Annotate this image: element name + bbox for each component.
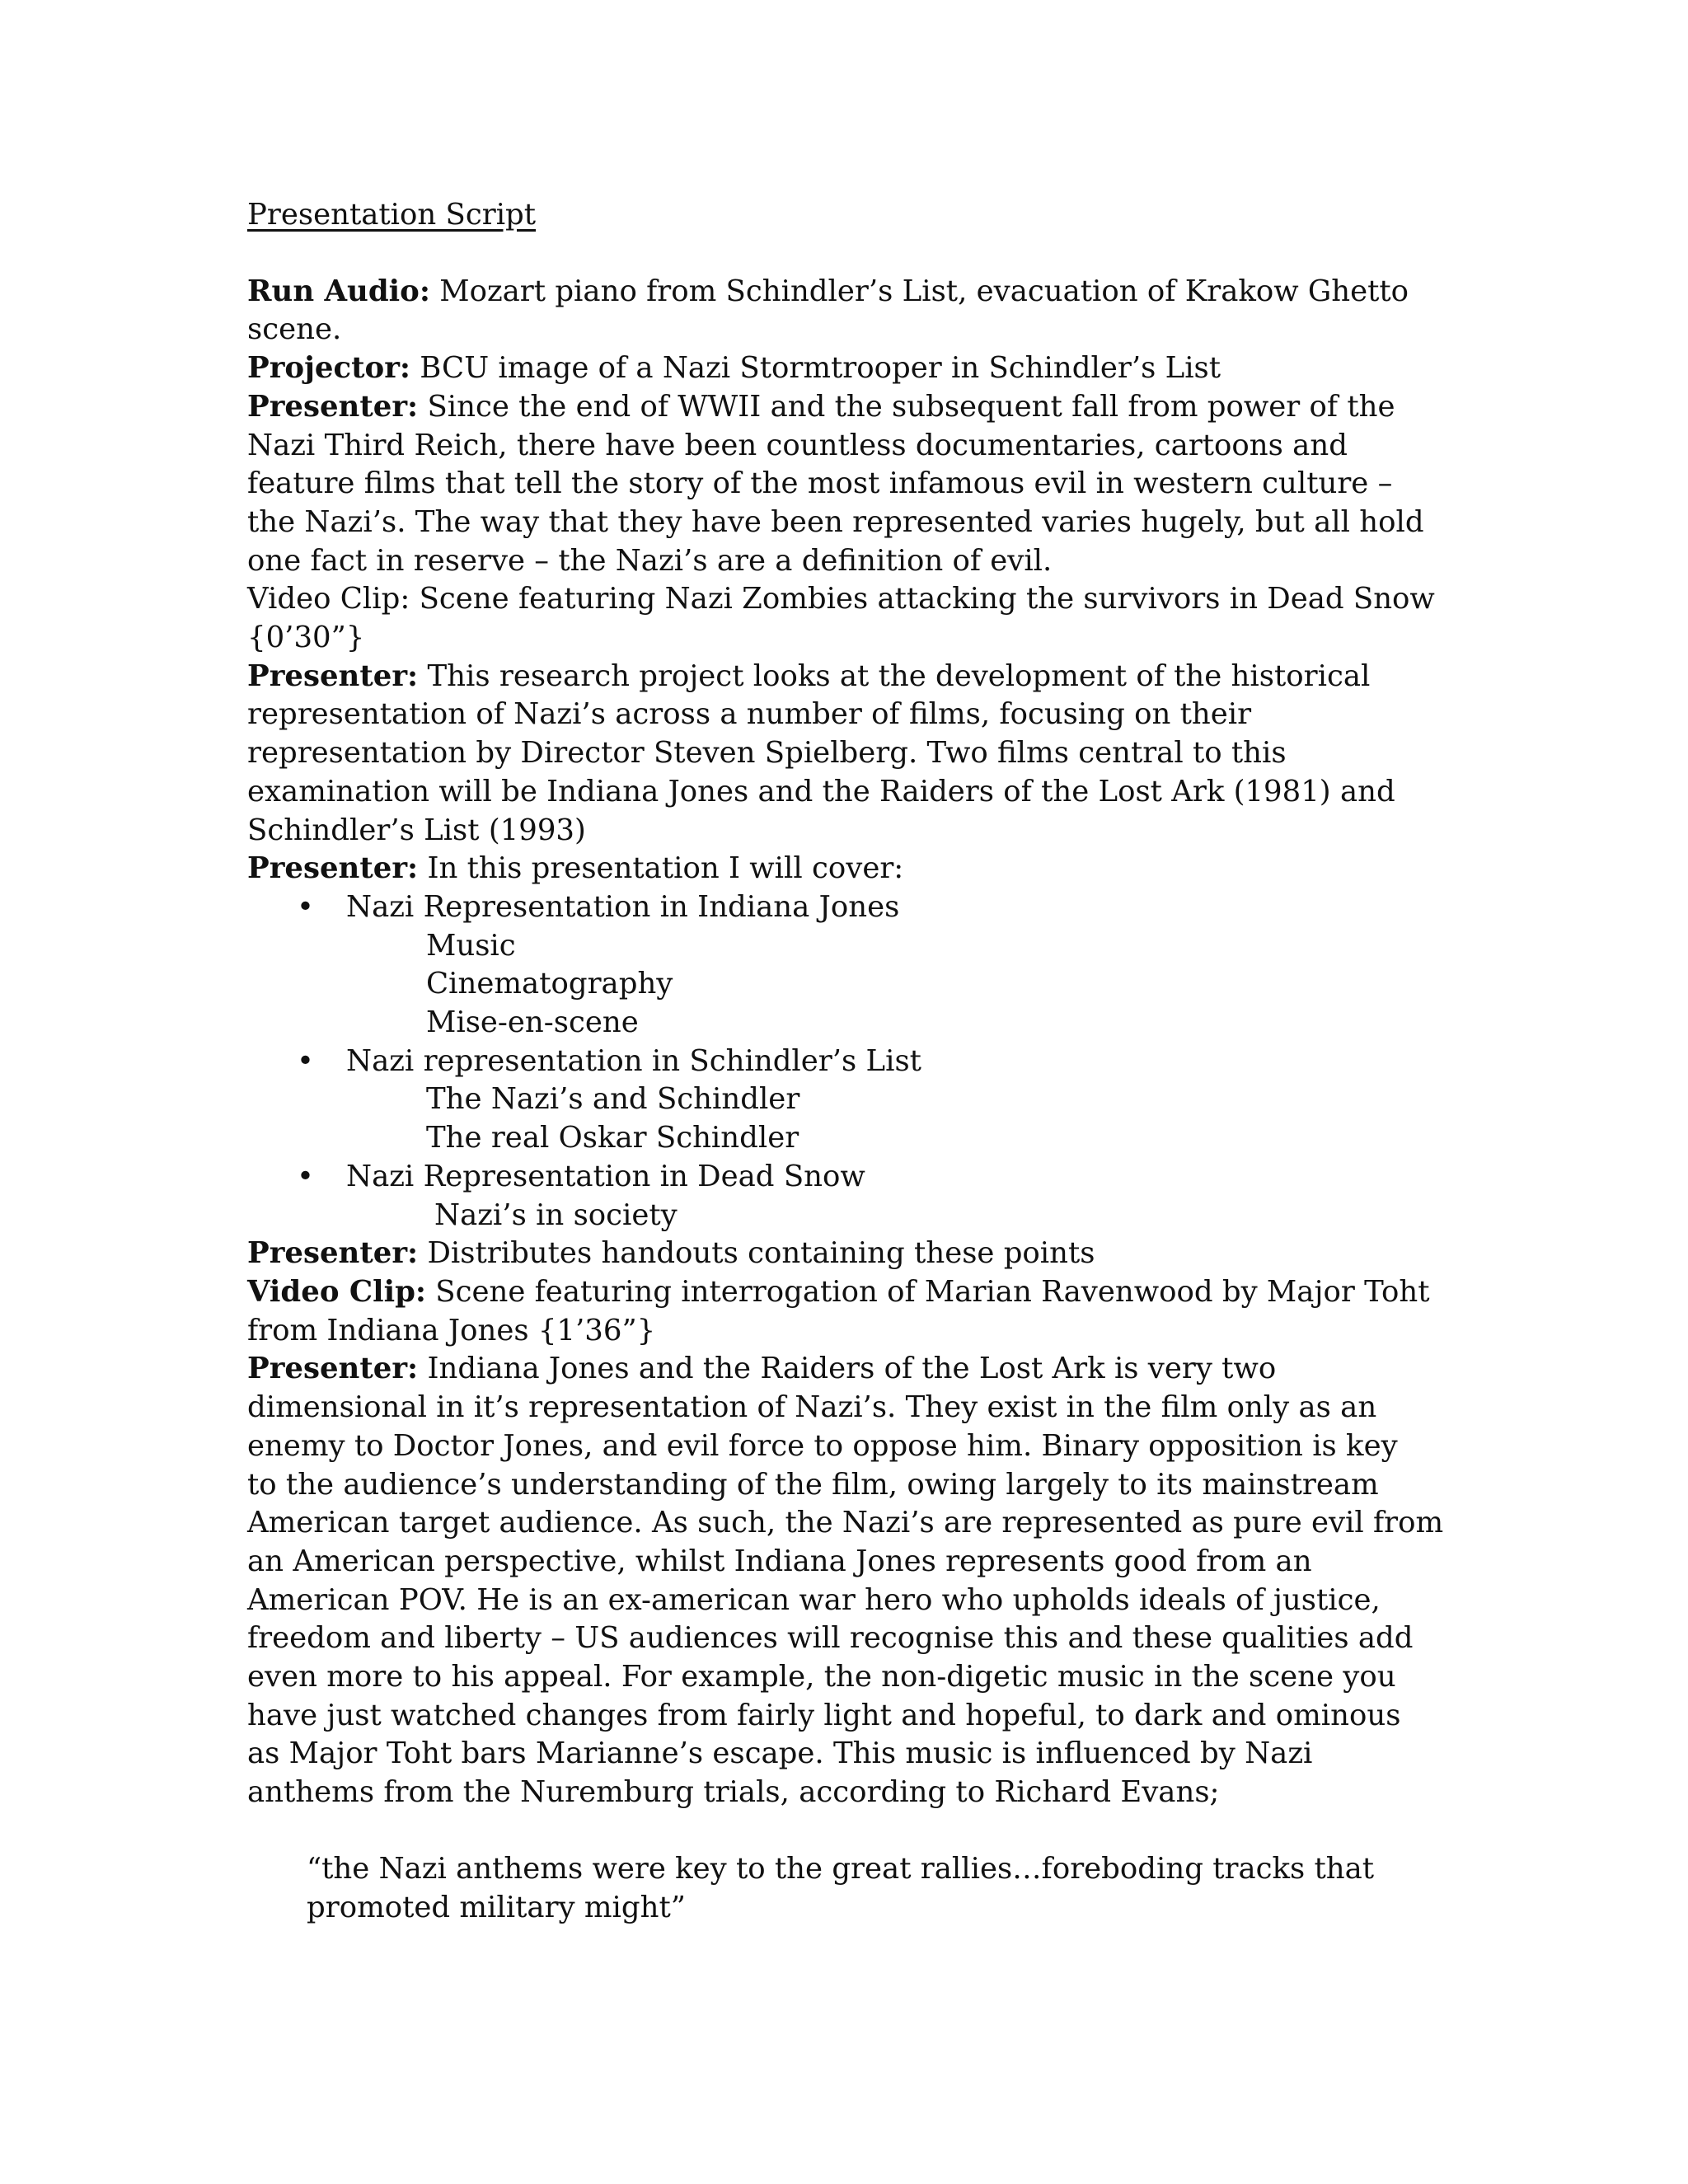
script-block (247, 1350, 1444, 1811)
script-line (247, 580, 1435, 619)
script-line (247, 1582, 1385, 1620)
script-text: In this presentation I will cover: (418, 851, 904, 886)
script-line (247, 1235, 1385, 1273)
quote-line: “the Nazi anthems were key to the great rallies…foreboding tracks that (307, 1851, 1375, 1886)
script-text: from Indiana Jones {1’36”} (247, 1313, 656, 1347)
script-line (247, 1543, 1385, 1582)
script-text: to the audience’s understanding of the film, owing largely to its mainstream (247, 1467, 1379, 1502)
script-text: Since the end of WWII and the subsequent fall from power of the (418, 389, 1395, 424)
quote-line: promoted military might” (307, 1890, 686, 1924)
script-text: Indiana Jones and the Raiders of the Lost Ark is very two (418, 1352, 1277, 1386)
script-text: Video Clip: Scene featuring Nazi Zombies attacking the survivors in Dead Snow (247, 582, 1435, 616)
script-block (247, 658, 1395, 851)
outline-item (247, 1158, 1385, 1197)
script-line (247, 311, 1385, 349)
speaker-label: Presenter: (247, 658, 419, 693)
outline-subitem: Mise-en-scene (426, 1005, 639, 1040)
script-text: BCU image of a Nazi Stormtrooper in Schindler’s List (410, 351, 1221, 386)
script-line (247, 1735, 1385, 1774)
outline-item-text: Nazi Representation in Dead Snow (346, 1159, 865, 1193)
script-text: freedom and liberty – US audiences will recognise this and these qualities add (247, 1621, 1414, 1656)
script-line (247, 427, 1385, 466)
script-text: Schindler’s List (1993) (247, 813, 586, 847)
script-line (247, 388, 1395, 427)
script-line (247, 1427, 1398, 1466)
script-line (247, 734, 1385, 773)
script-text: feature films that tell the story of the most infamous evil in western culture – (247, 466, 1393, 501)
script-line (247, 1619, 1414, 1658)
script-line (247, 619, 1385, 658)
script-block (247, 1273, 1430, 1350)
script-blocks-intro (247, 273, 1435, 888)
script-text: even more to his appeal. For example, the non-digetic music in the scene you (247, 1660, 1396, 1694)
script-text: enemy to Doctor Jones, and evil force to oppose him. Binary opposition is key (247, 1428, 1398, 1463)
document-title: Presentation Script (247, 198, 537, 232)
script-line (247, 658, 1385, 696)
outline-item (247, 888, 1385, 927)
outline-subitem: The Nazi’s and Schindler (426, 1082, 800, 1117)
script-block (247, 349, 1385, 388)
script-text: the Nazi’s. The way that they have been represented varies hugely, but all hold (247, 504, 1424, 539)
script-text: This research project looks at the development of the historical (418, 658, 1371, 693)
script-text: examination will be Indiana Jones and the Raiders of the Lost Ark (1981) and (247, 774, 1395, 808)
script-text: as Major Toht bars Marianne’s escape. This music is influenced by Nazi (247, 1736, 1313, 1771)
bullet-icon: • (297, 1043, 314, 1078)
document-page (247, 196, 1444, 1927)
script-line (247, 349, 1385, 388)
script-line (247, 773, 1395, 812)
script-line (247, 465, 1393, 504)
speaker-label: Run Audio: (247, 274, 430, 308)
script-line (247, 273, 1409, 312)
bullet-icon: • (297, 1159, 314, 1193)
script-text: Distributes handouts containing these points (418, 1236, 1095, 1271)
outline-subitem: The real Oskar Schindler (426, 1121, 799, 1155)
script-block (247, 388, 1424, 581)
outline-item (247, 1043, 1385, 1081)
script-text: Mozart piano from Schindler’s List, evacuation of Krakow Ghetto (429, 274, 1409, 308)
block-quote (247, 1850, 1385, 1927)
outline-subitem: Cinematography (426, 967, 673, 1001)
script-line (247, 696, 1385, 734)
script-line (247, 504, 1424, 542)
script-line (247, 1504, 1444, 1543)
outline-subitem: Nazi’s in society (434, 1197, 678, 1232)
script-blocks-main (247, 1235, 1444, 1812)
script-text: American POV. He is an ex-american war hero who upholds ideals of justice, (247, 1582, 1381, 1617)
script-block (247, 850, 1385, 888)
speaker-label: Presenter: (247, 1236, 419, 1271)
script-line (247, 1312, 1385, 1351)
outline-item-text: Nazi Representation in Indiana Jones (346, 889, 900, 924)
bullet-icon: • (297, 889, 314, 924)
script-text: have just watched changes from fairly light and hopeful, to dark and ominous (247, 1698, 1401, 1732)
script-line (247, 542, 1385, 581)
presentation-outline (247, 888, 1385, 1235)
script-text: scene. (247, 312, 342, 347)
script-text: dimensional in it’s representation of Nazi’s. They exist in the film only as an (247, 1390, 1377, 1425)
script-text: representation by Director Steven Spielberg. Two films central to this (247, 736, 1287, 771)
speaker-label: Video Clip: (247, 1274, 427, 1309)
script-line (247, 812, 1385, 851)
script-line (247, 850, 1385, 888)
script-text: representation of Nazi’s across a number of films, focusing on their (247, 697, 1252, 732)
script-block (247, 1235, 1385, 1273)
script-block (247, 273, 1409, 349)
script-line (247, 1774, 1385, 1812)
script-text: an American perspective, whilst Indiana Jones represents good from an (247, 1544, 1312, 1578)
speaker-label: Presenter: (247, 389, 419, 424)
script-line (247, 1273, 1430, 1312)
script-block (247, 580, 1435, 657)
script-line (247, 1466, 1385, 1505)
script-text: one fact in reserve – the Nazi’s are a definition of evil. (247, 543, 1053, 578)
script-line (247, 1350, 1385, 1389)
script-line (247, 1658, 1396, 1697)
speaker-label: Presenter: (247, 1352, 419, 1386)
script-line (247, 1697, 1401, 1736)
outline-item-text: Nazi representation in Schindler’s List (346, 1043, 921, 1078)
speaker-label: Projector: (247, 351, 411, 386)
script-text: {0’30”} (247, 621, 365, 655)
script-text: Scene featuring interrogation of Marian Ravenwood by Major Toht (426, 1274, 1430, 1309)
script-text: anthems from the Nuremburg trials, according to Richard Evans; (247, 1775, 1220, 1810)
speaker-label: Presenter: (247, 851, 419, 886)
script-line (247, 1389, 1385, 1427)
outline-subitem: Music (426, 928, 516, 963)
script-text: American target audience. As such, the Nazi’s are represented as pure evil from (247, 1506, 1444, 1540)
script-text: Nazi Third Reich, there have been countless documentaries, cartoons and (247, 428, 1348, 462)
